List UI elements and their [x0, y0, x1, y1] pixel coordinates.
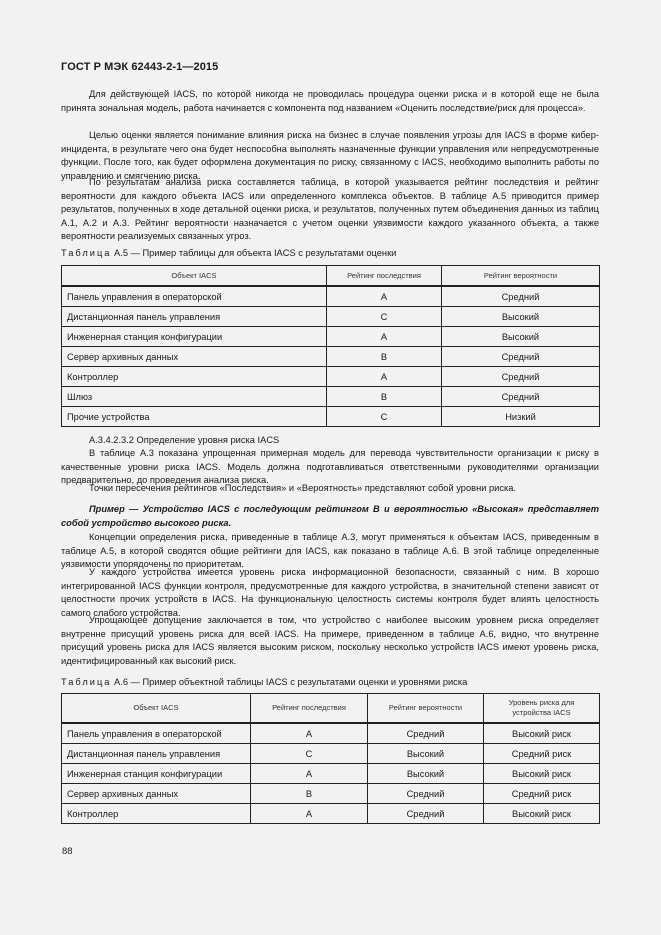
- risk-level-cell: Средний риск: [484, 784, 600, 804]
- consequence-cell: А: [251, 723, 368, 744]
- likelihood-cell: Средний: [368, 723, 484, 744]
- risk-level-cell: Высокий риск: [484, 804, 600, 824]
- table-row: [62, 347, 600, 367]
- example-note: Пример — Устройство IACS с последующим рейтингом В и вероятностью «Высокая» представляет собой устройство высокого риска.: [61, 504, 599, 528]
- paragraph-intro: Для действующей IACS, по которой никогда не проводилась процедура оценки риска и в которой еще не была принята зональная модель, работа начинается с компонента под названием «Оценить последствие/риск для процесса».: [61, 89, 599, 113]
- likelihood-cell: Высокий: [368, 744, 484, 764]
- paragraph-goal: Целью оценки является понимание влияния риска на бизнес в случае появления угрозы для IACS в форме кибер-инцидента, в результате чего она будет неспособна выполнять назначенные функции управления или непредусмотренные функции. После того, как будет оформлена документация по риску, связанному с IACS, необходимо выполнить работы по управлению и смягчению риска.: [61, 130, 599, 181]
- object-cell: Контроллер: [62, 367, 327, 387]
- consequence-cell: С: [327, 307, 442, 327]
- consequence-cell: В: [251, 784, 368, 804]
- column-header: Объект IACS: [62, 694, 251, 724]
- likelihood-cell: Средний: [442, 387, 600, 407]
- likelihood-cell: Средний: [442, 286, 600, 307]
- object-cell: Прочие устройства: [62, 407, 327, 427]
- table-a5-caption-title: А.5 — Пример таблицы для объекта IACS с результатами оценки: [111, 248, 397, 258]
- consequence-cell: С: [251, 744, 368, 764]
- consequence-cell: В: [327, 347, 442, 367]
- object-cell: Дистанционная панель управления: [62, 307, 327, 327]
- table-row: [62, 407, 600, 427]
- likelihood-cell: Высокий: [368, 764, 484, 784]
- risk-level-cell: Высокий риск: [484, 764, 600, 784]
- risk-level-cell: Высокий риск: [484, 723, 600, 744]
- object-cell: Инженерная станция конфигурации: [62, 764, 251, 784]
- consequence-cell: А: [251, 804, 368, 824]
- risk-level-cell: Средний риск: [484, 744, 600, 764]
- object-cell: Инженерная станция конфигурации: [62, 327, 327, 347]
- likelihood-cell: Высокий: [442, 327, 600, 347]
- object-cell: Сервер архивных данных: [62, 347, 327, 367]
- table-row: [62, 327, 600, 347]
- section-heading: А.3.4.2.3.2 Определение уровня риска IACS: [89, 435, 280, 445]
- object-cell: Панель управления в операторской: [62, 286, 327, 307]
- column-header: Уровень риска для устройства IACS: [484, 694, 600, 724]
- consequence-cell: В: [327, 387, 442, 407]
- table-a5: [61, 265, 600, 427]
- table-header-row: [62, 694, 600, 724]
- table-row: [62, 367, 600, 387]
- consequence-cell: А: [327, 327, 442, 347]
- document-header: ГОСТ Р МЭК 62443-2-1—2015: [61, 61, 219, 73]
- paragraph-results: По результатам анализа риска составляется таблица, в которой указывается рейтинг последствия и рейтинг вероятности для каждого объекта IACS или определенного комплекса объектов. В таблице А.5 приводится пример результатов, полученных в ходе детальной оценки риска, и результатов, полученных путем объединения данных из таблиц А.1, А.2 и А.3. Рейтинг вероятности назначается с учетом оценки уязвимости каждого указанного объекта, а также вероятности реализуемых связанных угроз.: [61, 177, 599, 241]
- object-cell: Контроллер: [62, 804, 251, 824]
- column-header: Рейтинг вероятности: [442, 266, 600, 287]
- column-header: Рейтинг последствия: [327, 266, 442, 287]
- paragraph-assumption: Упрощающее допущение заключается в том, что устройство с наиболее высоким уровнем риска определяет внутренне присущий уровень риска для всей IACS. На примере, приведенном в таблице А.6, видно, что внутренне присущий уровень риска для IACS является высоким риском, поскольку несколько устройств IACS имеют уровень риска, идентифицированный как высокий риск.: [61, 615, 599, 666]
- table-row: [62, 387, 600, 407]
- paragraph-model: В таблице А.3 показана упрощенная примерная модель для перевода чувствительности организации к риску в качественные уровни риска IACS. Модель должна подготавливаться ответственными руководителями организации предварительно, до проведения анализа риска.: [61, 448, 599, 485]
- likelihood-cell: Низкий: [442, 407, 600, 427]
- table-row: [62, 723, 600, 744]
- table-row: [62, 784, 600, 804]
- paragraph-intersections: Точки пересечения рейтингов «Последствия» и «Вероятность» представляют собой уровни риска.: [89, 483, 517, 493]
- table-a6: [61, 693, 600, 824]
- table-row: [62, 286, 600, 307]
- column-header: Объект IACS: [62, 266, 327, 287]
- table-row: [62, 804, 600, 824]
- paragraph-concepts: Концепции определения риска, приведенные в таблице А.3, могут применяться к объектам IACS, приведенным в таблице А.5, в которой сводятся общие рейтинги для IACS, как показано в таблице А.6. В этой таблице определенные уязвимости упорядочены по приоритетам.: [61, 532, 599, 569]
- table-a5-caption-prefix: Таблица: [61, 248, 112, 258]
- table-a6-caption: [61, 676, 467, 689]
- likelihood-cell: Высокий: [442, 307, 600, 327]
- table-row: [62, 307, 600, 327]
- table-a5-caption: [61, 247, 396, 260]
- page-number: 88: [62, 846, 73, 857]
- object-cell: Шлюз: [62, 387, 327, 407]
- consequence-cell: А: [327, 367, 442, 387]
- column-header: Рейтинг последствия: [251, 694, 368, 724]
- paragraph-device-risk: У каждого устройства имеется уровень риска информационной безопасности, связанный с ним. В хорошо интегрированной IACS функции контроля, предусмотренные для каждого устройства, в значительной степени зависят от целостности прочих устройств в IACS. На функциональную целостность системы контроля будет влиять целостность самого слабого устройства.: [61, 567, 599, 618]
- consequence-cell: А: [327, 286, 442, 307]
- likelihood-cell: Средний: [368, 804, 484, 824]
- table-row: [62, 744, 600, 764]
- likelihood-cell: Средний: [442, 347, 600, 367]
- table-header-row: [62, 266, 600, 287]
- object-cell: Дистанционная панель управления: [62, 744, 251, 764]
- table-a6-caption-title: А.6 — Пример объектной таблицы IACS с результатами оценки и уровнями риска: [111, 677, 468, 687]
- consequence-cell: А: [251, 764, 368, 784]
- object-cell: Сервер архивных данных: [62, 784, 251, 804]
- consequence-cell: С: [327, 407, 442, 427]
- table-a6-caption-prefix: Таблица: [61, 677, 112, 687]
- object-cell: Панель управления в операторской: [62, 723, 251, 744]
- column-header: Рейтинг вероятности: [368, 694, 484, 724]
- table-row: [62, 764, 600, 784]
- likelihood-cell: Средний: [442, 367, 600, 387]
- likelihood-cell: Средний: [368, 784, 484, 804]
